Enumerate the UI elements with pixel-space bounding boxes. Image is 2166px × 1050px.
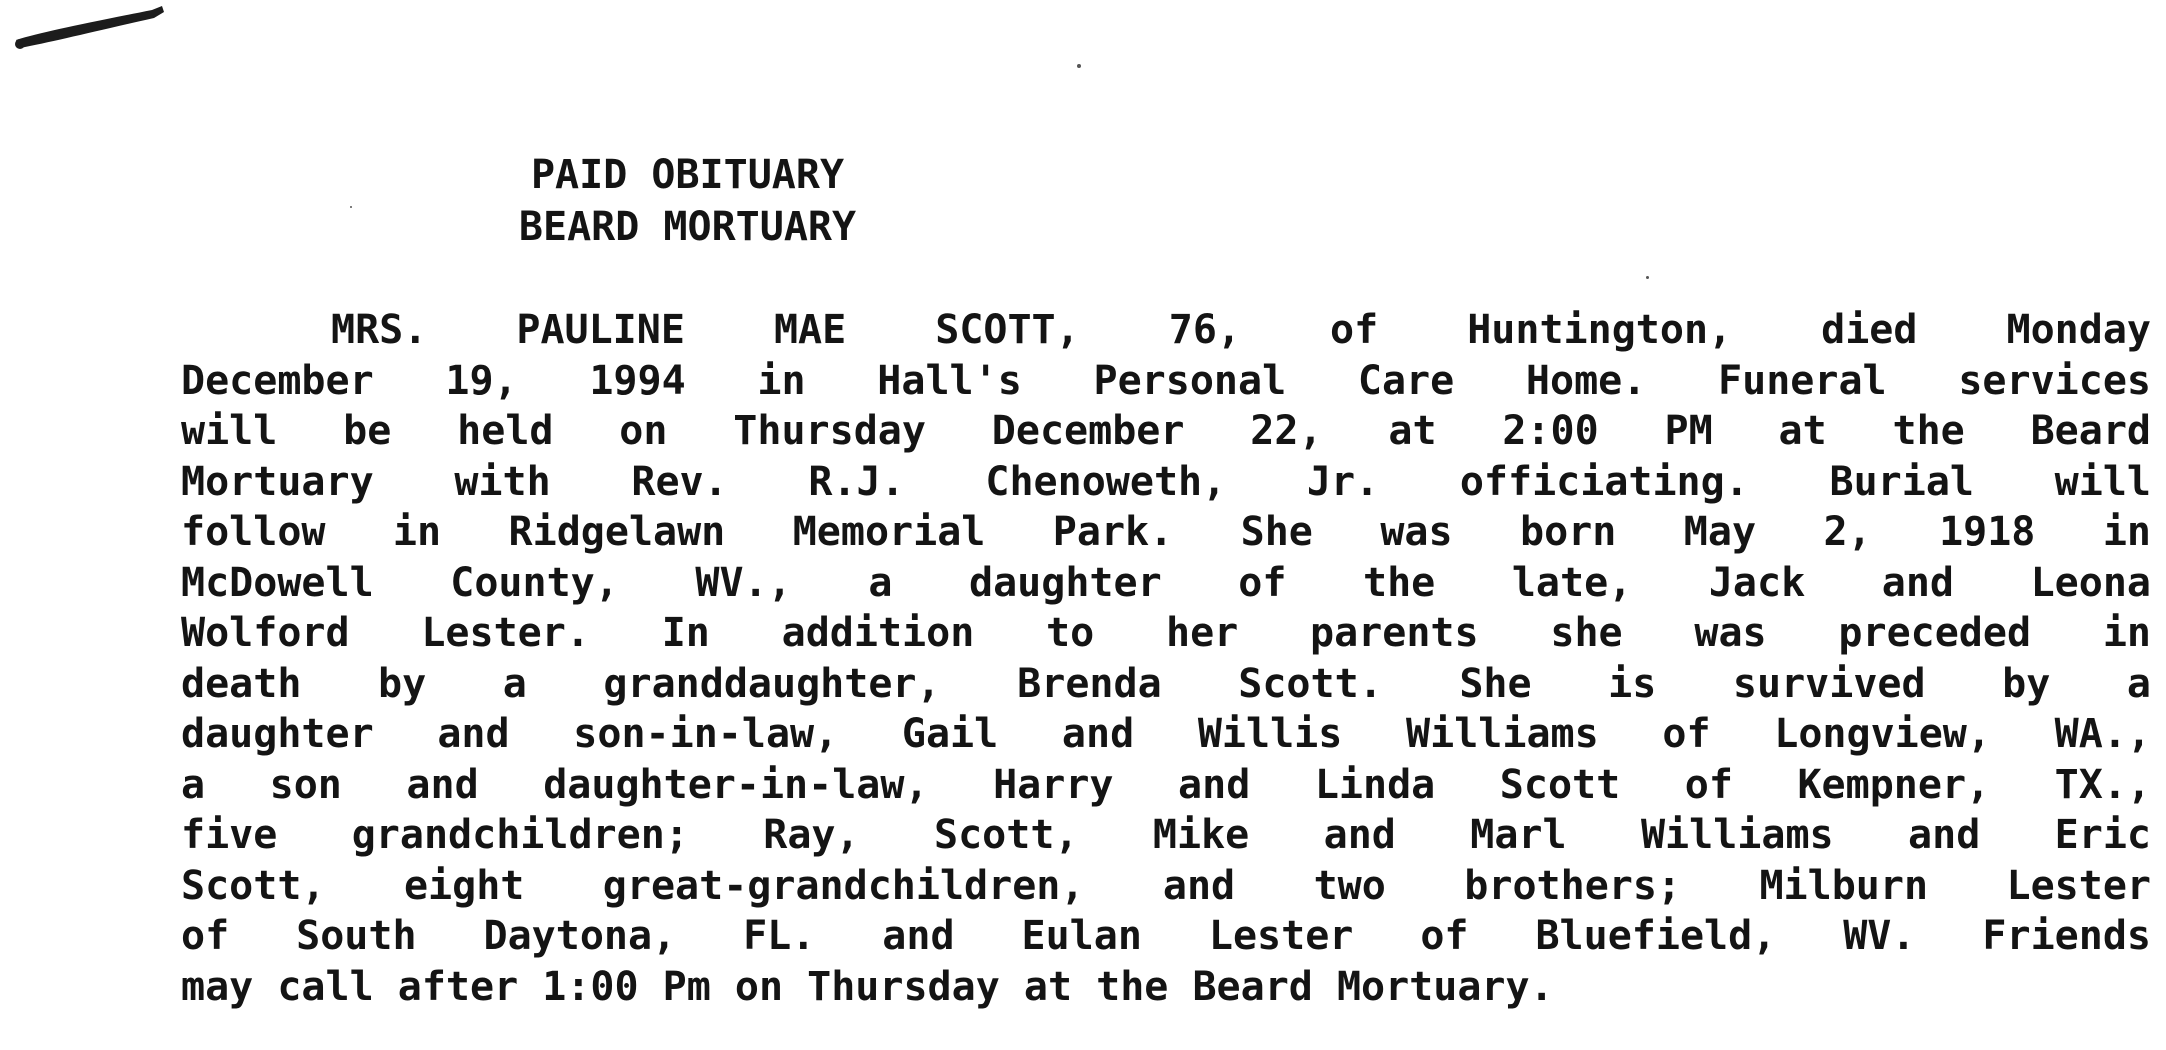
body-line: daughter and son-in-law, Gail and Willis Williams of Longview, WA., (181, 711, 2151, 757)
body-line: Scott, eight great-grandchildren, and two brothers; Milburn Lester (181, 862, 2151, 909)
body-line: Mortuary with Rev. R.J. Chenoweth, Jr. officiating. Burial will (181, 458, 2151, 505)
body-line: Wolford Lester. In addition to her parents she was preceded in (181, 610, 2151, 656)
body-line: may call after 1:00 Pm on Thursday at the Beard Mortuary. (181, 963, 1554, 1010)
body-line: of South Daytona, FL. and Eulan Lester of Bluefield, WV. Friends (181, 913, 2151, 959)
body-line: follow in Ridgelawn Memorial Park. She was born May 2, 1918 in (181, 509, 2151, 555)
obituary-body (181, 305, 2151, 1012)
scan-speck (1646, 276, 1649, 279)
mortuary-name: BEARD MORTUARY (518, 204, 857, 250)
obituary-title: PAID OBITUARY (530, 152, 845, 198)
body-line: December 19, 1994 in Hall's Personal Care Home. Funeral services (181, 357, 2151, 404)
scan-pen-mark (12, 4, 172, 54)
scan-speck (1077, 64, 1081, 68)
body-line: death by a granddaughter, Brenda Scott. She is survived by a (181, 660, 2151, 707)
body-line: five grandchildren; Ray, Scott, Mike and Marl Williams and Eric (181, 812, 2151, 858)
body-line: a son and daughter-in-law, Harry and Linda Scott of Kempner, TX., (181, 761, 2151, 808)
body-line: McDowell County, WV., a daughter of the late, Jack and Leona (181, 559, 2151, 606)
body-line: will be held on Thursday December 22, at 2:00 PM at the Beard (181, 408, 2151, 454)
body-line: MRS. PAULINE MAE SCOTT, 76, of Huntington, died Monday (331, 307, 2151, 353)
